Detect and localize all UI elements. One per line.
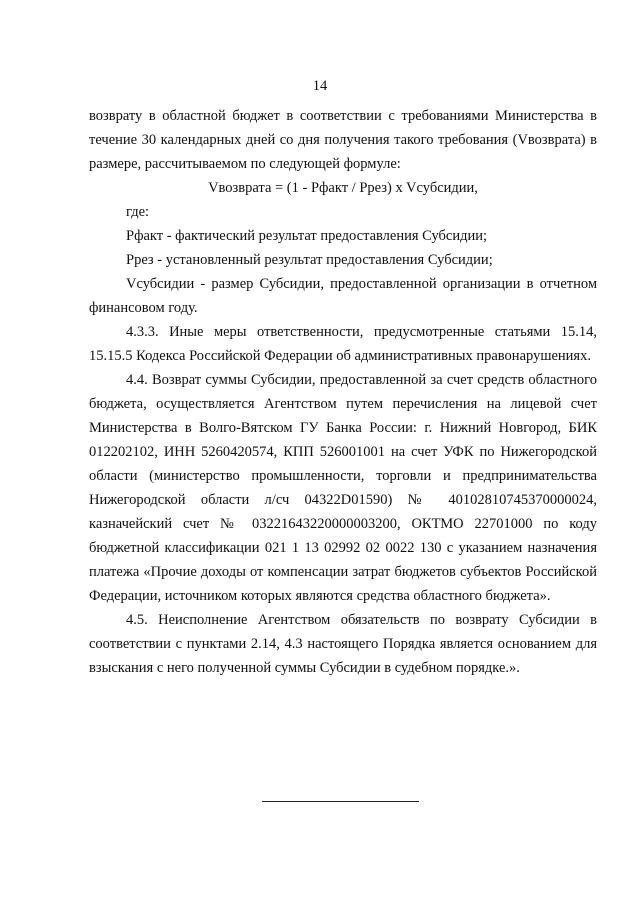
paragraph-4-5: 4.5. Неисполнение Агентством обязательств по возврату Субсидии в соответствии с пунктами 2.14, 4.3 настоящего Порядка является основанием для взыскания с него полученной суммы Субсидии в судебном порядке.». bbox=[89, 612, 597, 676]
paragraph-4-4: 4.4. Возврат суммы Субсидии, предоставленной за счет средств областного бюджета, осуществляется Агентством путем перечисления на лицевой счет Министерства в Волго-Вятском ГУ Банка России: г. Нижний Новгород, БИК 012202102, ИНН 5260420574, КПП 526001001 на счет УФК по Нижегородской области (министерство промышленности, торговли и предпринимательства Нижегородской области л/сч 04322D01590) № 40102810745370000024, казначейский счет № 03221643220000003200, ОКТМО 22701000 по коду бюджетной классификации 021 1 13 02992 02 0022 130 с указанием назначения платежа «Прочие доходы от компенсации затрат бюджетов субъектов Российской Федерации, источником которых являются средства областного бюджета». bbox=[89, 372, 597, 604]
closing-rule bbox=[262, 801, 419, 802]
formula: Vвозврата = (1 - Pфакт / Pрез) x Vсубсидии, bbox=[208, 180, 478, 196]
document-body bbox=[89, 104, 597, 680]
page-number: 14 bbox=[312, 78, 328, 94]
definition-vsubsidii: Vсубсидии - размер Субсидии, предоставленной организации в отчетном финансовом году. bbox=[89, 276, 597, 316]
paragraph-4-3-3: 4.3.3. Иные меры ответственности, предусмотренные статьями 15.14, 15.15.5 Кодекса Российской Федерации об административных правонарушениях. bbox=[89, 324, 597, 364]
paragraph-return-intro: возврату в областной бюджет в соответствии с требованиями Министерства в течение 30 календарных дней со дня получения такого требования (Vвозврата) в размере, рассчитываемом по следующей формуле: bbox=[89, 108, 597, 172]
formula-where-label: где: bbox=[126, 204, 150, 220]
definition-prez: Pрез - установленный результат предоставления Субсидии; bbox=[126, 252, 493, 268]
definition-pfakt: Pфакт - фактический результат предоставления Субсидии; bbox=[126, 228, 488, 244]
